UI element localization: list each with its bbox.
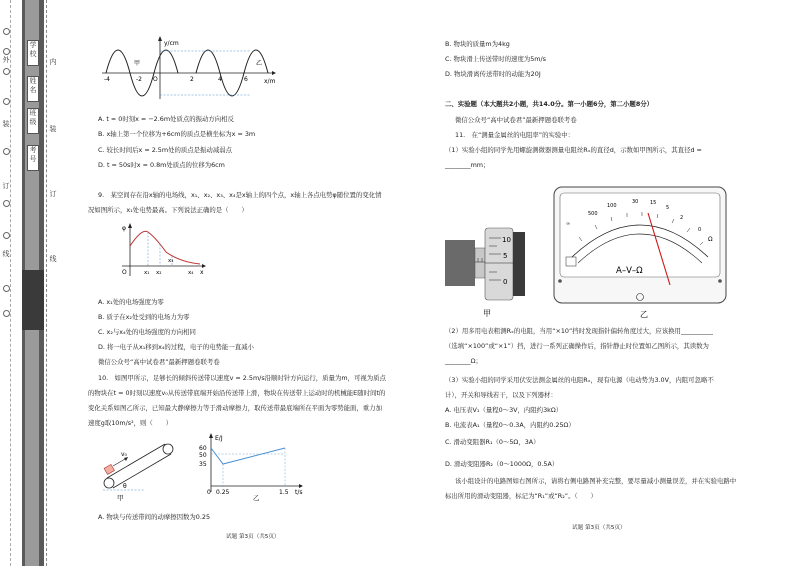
q11-part3-line2: 计），开关和导线若干，以及下列器材： bbox=[445, 391, 557, 399]
q10-stem-line2: 的物块在t = 0时刻以速度v₀从传送带底端开始沿传送带上滑，物块在传送带上运动时的机械能E随时间t的 bbox=[88, 389, 386, 397]
micrometer-caption: 甲 bbox=[483, 309, 491, 318]
binding-hole bbox=[3, 68, 10, 75]
binding-hole bbox=[3, 200, 10, 207]
micrometer-tick: 0 bbox=[503, 278, 508, 286]
inner-mark: 内 bbox=[49, 58, 57, 66]
outer-mark: 线 bbox=[2, 250, 10, 258]
binding-hole bbox=[3, 310, 10, 317]
micrometer-tick: 5 bbox=[503, 252, 508, 260]
potential-tick: x₂ bbox=[156, 270, 162, 276]
class-field[interactable]: 班级 bbox=[27, 108, 39, 134]
q10-option-a: A. 物块与传送带间的动摩擦因数为0.25 bbox=[98, 513, 211, 521]
potential-tick: x₁ bbox=[144, 270, 150, 276]
svg-text:0: 0 bbox=[698, 227, 702, 233]
outer-mark: 订 bbox=[2, 182, 10, 190]
energy-ytick: 35 bbox=[199, 461, 207, 468]
potential-figure bbox=[100, 220, 210, 280]
wave-xlabel: x/m bbox=[264, 78, 276, 85]
q8-option-d: D. t = 50s时x = 0.8m处质点的位移为6cm bbox=[98, 161, 225, 169]
wave-tick: -2 bbox=[136, 76, 142, 83]
q9-option-b: B. 质子在x₂处受到的电场力为零 bbox=[98, 313, 190, 321]
svg-text:∞: ∞ bbox=[566, 221, 571, 227]
inner-mark: 订 bbox=[49, 190, 57, 198]
wave-tick: 6 bbox=[244, 76, 248, 83]
wave-tick: 4 bbox=[218, 76, 222, 83]
energy-xtick: 1.5 bbox=[279, 489, 289, 496]
q11-part1-line2: ________mm； bbox=[445, 161, 490, 169]
equipment-a: A. 电压表V₁（量程0～3V，内阻约3kΩ） bbox=[445, 406, 563, 414]
q9-option-a: A. x₁处的电场强度为零 bbox=[98, 298, 164, 306]
q8-option-c: C. 较长时间后x = 2.5m处的质点是振动减弱点 bbox=[98, 146, 232, 154]
multimeter-figure bbox=[552, 185, 732, 320]
wave-tick: 2 bbox=[190, 76, 194, 83]
potential-xlabel: x bbox=[200, 269, 204, 276]
multimeter-label: A–V–Ω bbox=[616, 266, 643, 276]
energy-caption: 乙 bbox=[253, 494, 260, 502]
svg-text:30: 30 bbox=[632, 199, 639, 205]
q10-stem-line4: 速度g取10m/s²，则（ ） bbox=[88, 419, 172, 427]
q10-option-d: D. 物块滑离传送带时的动能为20J bbox=[445, 70, 541, 78]
equipment-d: D. 滑动变阻器R₂（0～1000Ω，0.5A） bbox=[445, 460, 559, 468]
potential-tick: O bbox=[122, 269, 127, 276]
wave-tick: O bbox=[153, 76, 158, 83]
inner-cut-line bbox=[46, 0, 47, 566]
wave-figure bbox=[100, 35, 280, 103]
energy-xtick: 0 bbox=[207, 489, 211, 496]
potential-tick: x₄ bbox=[188, 270, 194, 276]
q11-part1-line1: （1）实验小组的同学先用螺旋测微器测量电阻丝Rₓ的直径d，示数如甲图所示，其直径d = bbox=[445, 146, 702, 154]
binding-hole bbox=[3, 148, 10, 155]
svg-text:15: 15 bbox=[650, 200, 657, 206]
equipment-b: B. 电流表A₁（量程0～0.3A，内阻约0.25Ω） bbox=[445, 421, 575, 429]
outer-mark: 装 bbox=[2, 120, 10, 128]
svg-text:500: 500 bbox=[588, 211, 598, 217]
binding-strip-band bbox=[22, 270, 44, 330]
energy-ytick: 50 bbox=[199, 452, 207, 459]
school-field[interactable]: 学校 bbox=[27, 40, 39, 66]
energy-ytick: 60 bbox=[199, 445, 207, 452]
q9-stem-line2: 况如图所示，x₁处电势最高。下列说法正确的是（ ） bbox=[88, 206, 248, 214]
left-footer: 试题 第3页（共5页） bbox=[226, 534, 280, 540]
svg-text:100: 100 bbox=[607, 203, 617, 209]
q8-option-b: B. x轴上第一个位移为+6cm的质点是横坐标为x = 3m bbox=[98, 130, 256, 138]
q8-option-a: A. t = 0时刻x = −2.6m处质点的振动方向相反 bbox=[98, 115, 234, 123]
q11-part2-line2: （选填“×100”或“×1”）挡，进行一系列正确操作后，指针静止时位置如乙图所示，其读数为 bbox=[445, 342, 709, 350]
svg-text:Ω: Ω bbox=[708, 236, 713, 243]
q10-stem-line3: 变化关系如图乙所示，已知最大静摩擦力等于滑动摩擦力，取传送带最底端所在平面为零势能面，重力加 bbox=[88, 404, 382, 412]
binding-hole bbox=[3, 285, 10, 292]
wave-label-a: 甲 bbox=[134, 60, 141, 67]
energy-xtick: 0.25 bbox=[216, 489, 230, 496]
equipment-c: C. 滑动变阻器R₁（0～5Ω，3A） bbox=[445, 438, 540, 446]
multimeter-caption: 乙 bbox=[640, 310, 648, 319]
q11-part4-line1: 该小组设计的电路图如右图所示，请将右侧电路图补充完整，要尽量减小测量误差，并在实验电路中 bbox=[455, 477, 737, 485]
binding-hole bbox=[3, 232, 10, 239]
svg-text:2: 2 bbox=[680, 215, 684, 221]
outer-mark: 外 bbox=[2, 56, 10, 64]
energy-ylabel: E/J bbox=[215, 435, 223, 442]
name-field[interactable]: 姓名 bbox=[27, 76, 39, 102]
energy-xlabel: t/s bbox=[295, 489, 303, 496]
binding-hole bbox=[3, 28, 10, 35]
q11-part2-line1: （2）用多用电表粗测Rₓ的电阻，当用“×10”挡时发现指针偏转角度过大，应该换用__________ bbox=[445, 327, 713, 335]
wechat-note-left: 微信公众号“高中试卷君”最新押题卷联考卷 bbox=[98, 358, 220, 366]
q10-stem-line1: 10. 如图甲所示，足够长的倾斜传送带以速度v = 2.5m/s沿顺时针方向运行，质量为m，可视为质点 bbox=[98, 374, 386, 382]
q11-part3-line1: （3）实验小组的同学采用伏安法测金属丝的电阻Rₓ，现有电源（电动势为3.0V，内阻可忽略不 bbox=[445, 376, 714, 384]
wave-tick: -4 bbox=[104, 76, 110, 83]
exam-number-field[interactable]: 考号 bbox=[27, 145, 39, 171]
q9-option-d: D. 将一电子从x₁移到x₄的过程，电子的电势能一直减小 bbox=[98, 343, 254, 351]
outer-cut-line bbox=[10, 0, 11, 566]
conveyor-theta: θ bbox=[123, 483, 127, 490]
conveyor-figure bbox=[95, 432, 185, 502]
wave-label-b: 乙 bbox=[256, 60, 263, 67]
q9-stem-line1: 9. 某空间存在沿x轴的电场线，x₁、x₂、x₃、x₄是x轴上的四个点，x轴上各点电势φ随位置的变化情 bbox=[98, 191, 382, 199]
micrometer-tick: 10 bbox=[502, 236, 511, 244]
binding-hole bbox=[3, 98, 10, 105]
potential-tick: x₃ bbox=[168, 258, 174, 264]
binding-hole bbox=[3, 48, 10, 55]
q11-part4-line2: 标出所用的滑动变阻器，标记为“R₁”或“R₂”。（ ） bbox=[445, 492, 597, 500]
q10-option-b: B. 物块的质量m为4kg bbox=[445, 40, 510, 48]
energy-figure bbox=[195, 432, 305, 502]
conveyor-caption: 甲 bbox=[117, 494, 124, 502]
right-footer: 试题 第3页（共5页） bbox=[572, 525, 626, 531]
potential-ylabel: φ bbox=[122, 225, 126, 232]
conveyor-v0: v₀ bbox=[121, 451, 127, 458]
q11-title: 11. 在“测量金属丝的电阻率”的实验中： bbox=[455, 131, 575, 139]
inner-mark: 装 bbox=[49, 125, 57, 133]
q10-option-c: C. 物块滑上传送带时的速度为5m/s bbox=[445, 55, 547, 63]
wechat-note-right: 微信公众号“高中试卷君”最新押题卷联考卷 bbox=[455, 116, 577, 124]
section-heading: 二、实验题（本大题共2小题，共14.0分。第一小题6分，第二小题8分） bbox=[445, 100, 654, 108]
q9-option-c: C. x₂与x₄处的电场强度的方向相同 bbox=[98, 328, 196, 336]
wave-ylabel: y/cm bbox=[164, 40, 179, 47]
svg-text:5: 5 bbox=[666, 205, 670, 211]
micrometer-figure bbox=[445, 212, 545, 322]
inner-mark: 线 bbox=[49, 255, 57, 263]
q11-part2-line3: ________Ω； bbox=[445, 357, 482, 365]
